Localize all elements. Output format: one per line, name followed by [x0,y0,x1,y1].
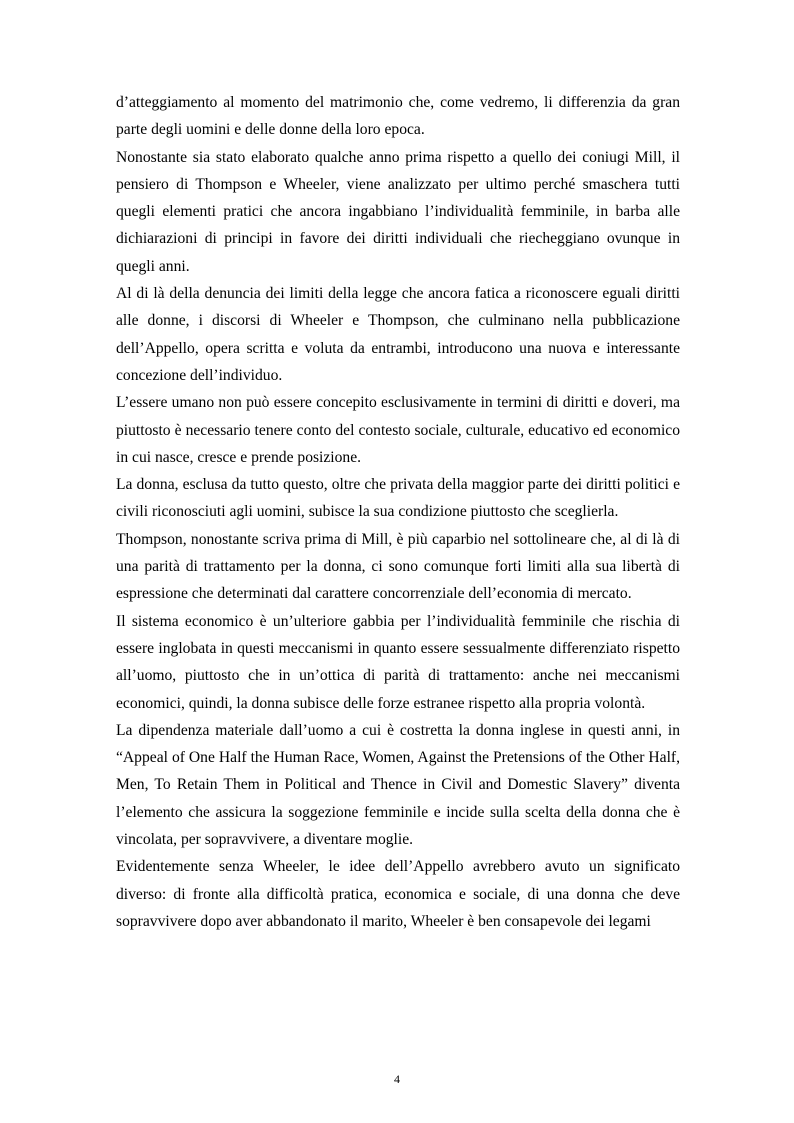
paragraph-1: d’atteggiamento al momento del matrimonio che, come vedremo, li differenzia da gran parte degli uomini e delle donne della loro epoca. [116,94,680,139]
paragraph-4: L’essere umano non può essere concepito esclusivamente in termini di diritti e doveri, ma piuttosto è necessario tenere conto del contesto sociale, culturale, educativo ed economico in cui nasce, cresce e prende posizione. [116,394,680,466]
paragraph-9: Evidentemente senza Wheeler, le idee dell’Appello avrebbero avuto un significato diverso: di fronte alla difficoltà pratica, economica e sociale, di una donna che deve sopravvivere dopo aver abbandonato il marito, Wheeler è ben consapevole dei legami [116,858,680,930]
paragraph-5: La donna, esclusa da tutto questo, oltre che privata della maggior parte dei diritti politici e civili riconosciuti agli uomini, subisce la sua condizione piuttosto che sceglierla. [116,476,680,521]
paragraph-7: Il sistema economico è un’ulteriore gabbia per l’individualità femminile che rischia di essere inglobata in questi meccanismi in quanto essere sessualmente differenziato rispetto all’uomo, piuttosto che in un’ottica di parità di trattamento: anche nei meccanismi economici, quindi, la donna subisce delle forze estranee rispetto alla propria volontà. [116,612,680,712]
paragraph-3: Al di là della denuncia dei limiti della legge che ancora fatica a riconoscere eguali diritti alle donne, i discorsi di Wheeler e Thompson, che culminano nella pubblicazione dell’Appello, opera scritta e voluta da entrambi, introducono una nuova e interessante concezione dell’individuo. [116,285,680,384]
page-body [116,89,680,935]
paragraph-6: Thompson, nonostante scriva prima di Mill, è più caparbio nel sottolineare che, al di là di una parità di trattamento per la donna, ci sono comunque forti limiti alla sua libertà di espressione che determinati dal carattere concorrenziale dell’economia di mercato. [116,530,680,603]
page-number: 4 [394,1072,400,1086]
paragraph-2: Nonostante sia stato elaborato qualche anno prima rispetto a quello dei coniugi Mill, il pensiero di Thompson e Wheeler, viene analizzato per ultimo perché smaschera tutti quegli elementi pratici che ancora ingabbiano l’individualità femminile, in barba alle dichiarazioni di principi in favore dei diritti individuali che riecheggiano ovunque in quegli anni. [116,148,680,275]
paragraph-8: La dipendenza materiale dall’uomo a cui è costretta la donna inglese in questi anni, in “Appeal of One Half the Human Race, Women, Against the Pretensions of the Other Half, Men, To Retain Them in Political and Thence in Civil and Domestic Slavery” diventa l’elemento che assicura la soggezione femminile e incide sulla scelta della donna che è vincolata, per sopravvivere, a diventare moglie. [116,721,680,849]
